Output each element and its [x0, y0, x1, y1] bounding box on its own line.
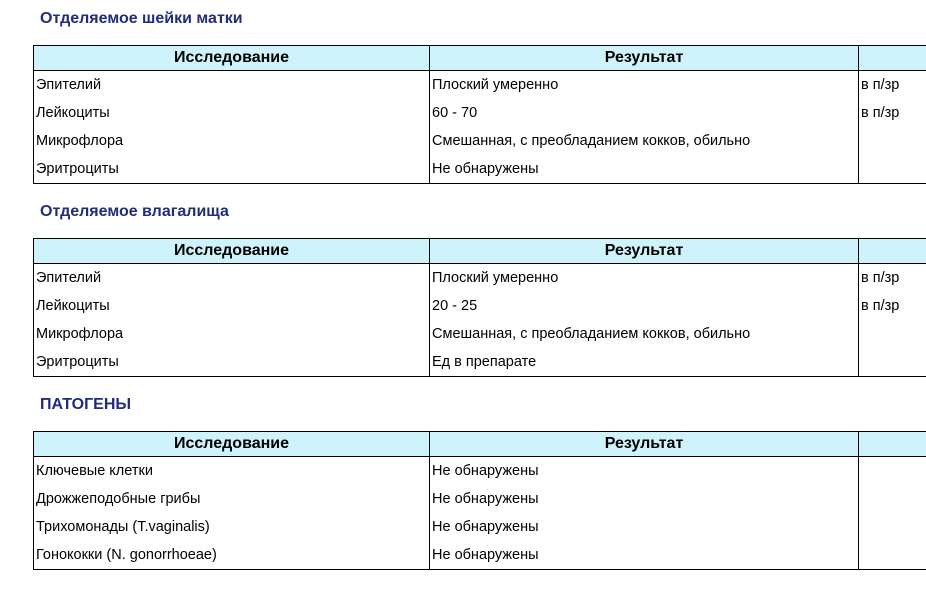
column-header-test: Исследование [34, 46, 430, 71]
table-row [34, 320, 926, 348]
test-name: Лейкоциты [34, 292, 430, 320]
table-header-row [34, 239, 926, 264]
results-table-cervix [33, 45, 926, 184]
test-result: 60 - 70 [430, 99, 859, 127]
test-unit: в п/зр [859, 264, 926, 293]
test-name: Микрофлора [34, 127, 430, 155]
test-result: Ед в препарате [430, 348, 859, 377]
test-unit: в п/зр [859, 99, 926, 127]
table-header-row [34, 46, 926, 71]
test-unit: в п/зр [859, 292, 926, 320]
test-unit [859, 155, 926, 184]
test-unit [859, 513, 926, 541]
column-header-unit [859, 46, 926, 71]
test-name: Эритроциты [34, 155, 430, 184]
test-result: 20 - 25 [430, 292, 859, 320]
column-header-result: Результат [430, 46, 859, 71]
test-unit [859, 320, 926, 348]
table-row [34, 541, 926, 570]
test-unit [859, 457, 926, 486]
test-result: Не обнаружены [430, 457, 859, 486]
test-unit [859, 485, 926, 513]
table-row [34, 99, 926, 127]
test-unit [859, 348, 926, 377]
test-result: Не обнаружены [430, 541, 859, 570]
table-row [34, 513, 926, 541]
test-unit [859, 541, 926, 570]
test-name: Микрофлора [34, 320, 430, 348]
test-name: Дрожжеподобные грибы [34, 485, 430, 513]
test-result: Смешанная, с преобладанием кокков, обильно [430, 320, 859, 348]
table-header-row [34, 432, 926, 457]
table-row [34, 127, 926, 155]
section-title-cervix: Отделяемое шейки матки [40, 10, 243, 27]
column-header-result: Результат [430, 239, 859, 264]
test-result: Не обнаружены [430, 485, 859, 513]
test-name: Эритроциты [34, 348, 430, 377]
results-table-pathogens [33, 431, 926, 570]
test-unit [859, 127, 926, 155]
table-row [34, 155, 926, 184]
test-result: Не обнаружены [430, 513, 859, 541]
test-name: Ключевые клетки [34, 457, 430, 486]
test-name: Лейкоциты [34, 99, 430, 127]
column-header-unit [859, 239, 926, 264]
results-table-vagina [33, 238, 926, 377]
section-title-vagina: Отделяемое влагалища [40, 203, 229, 220]
test-name: Трихомонады (T.vaginalis) [34, 513, 430, 541]
test-name: Эпителий [34, 71, 430, 100]
test-result: Не обнаружены [430, 155, 859, 184]
test-name: Гонококки (N. gonorrhoeae) [34, 541, 430, 570]
column-header-test: Исследование [34, 239, 430, 264]
column-header-result: Результат [430, 432, 859, 457]
column-header-test: Исследование [34, 432, 430, 457]
table-row [34, 264, 926, 293]
test-result: Плоский умеренно [430, 71, 859, 100]
test-result: Смешанная, с преобладанием кокков, обильно [430, 127, 859, 155]
table-row [34, 292, 926, 320]
test-result: Плоский умеренно [430, 264, 859, 293]
column-header-unit [859, 432, 926, 457]
test-name: Эпителий [34, 264, 430, 293]
table-row [34, 457, 926, 486]
table-row [34, 485, 926, 513]
table-row [34, 71, 926, 100]
table-row [34, 348, 926, 377]
section-title-pathogens: ПАТОГЕНЫ [40, 396, 132, 413]
test-unit: в п/зр [859, 71, 926, 100]
